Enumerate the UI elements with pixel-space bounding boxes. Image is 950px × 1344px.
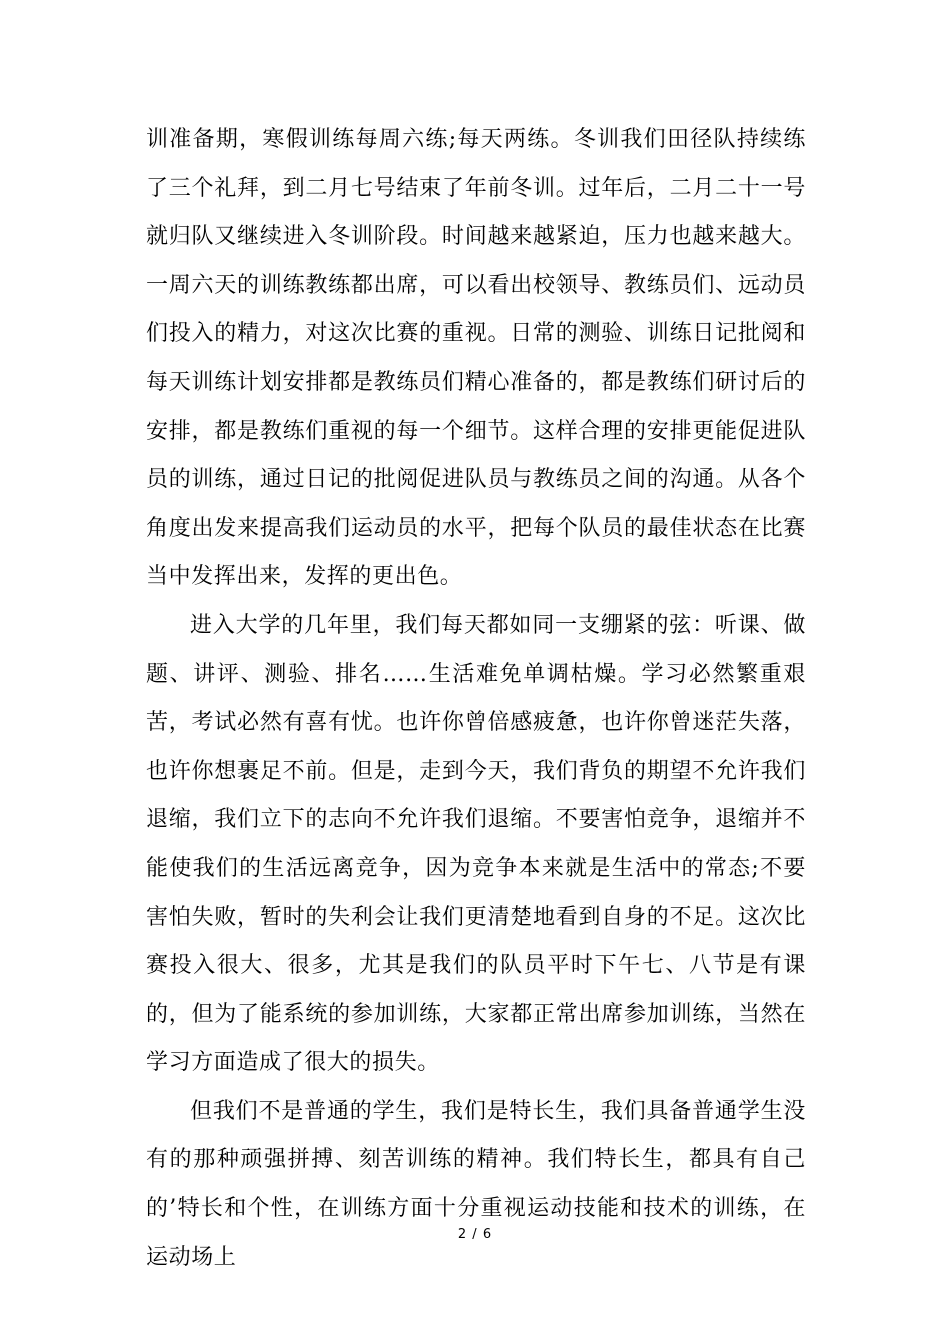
page-number: 2 / 6 — [457, 1227, 493, 1242]
paragraph-2: 进入大学的几年里，我们每天都如同一支绷紧的弦：听课、做题、讲评、测验、排名……生活难免单调枯燥。学习必然繁重艰苦，考试必然有喜有忧。也许你曾倍感疲惫，也许你曾迷茫失落，也许你想裹足不前。但是，走到今天，我们背负的期望不允许我们退缩，我们立下的志向不允许我们退缩。不要害怕竞争，退缩并不能使我们的生活远离竞争，因为竞争本来就是生活中的常态;不要害怕失败，暂时的失利会让我们更清楚地看到自身的不足。这次比赛投入很大、很多，尤其是我们的队员平时下午七、八节是有课的，但为了能系统的参加训练，大家都正常出席参加训练，当然在学习方面造成了很大的损失。 — [146, 612, 806, 1076]
body-text — [146, 116, 806, 1282]
paragraph-3: 但我们不是普通的学生，我们是特长生，我们具备普通学生没有的那种顽强拼搏、刻苦训练的精神。我们特长生，都具有自己的’特长和个性，在训练方面十分重视运动技能和技术的训练，在运动场上 — [146, 1098, 806, 1270]
paragraph-1: 训准备期，寒假训练每周六练;每天两练。冬训我们田径队持续练了三个礼拜，到二月七号结束了年前冬训。过年后，二月二十一号就归队又继续进入冬训阶段。时间越来越紧迫，压力也越来越大。一周六天的训练教练都出席，可以看出校领导、教练员们、远动员们投入的精力，对这次比赛的重视。日常的测验、训练日记批阅和每天训练计划安排都是教练员们精心准备的，都是教练们研讨后的安排，都是教练们重视的每一个细节。这样合理的安排更能促进队员的训练，通过日记的批阅促进队员与教练员之间的沟通。从各个角度出发来提高我们运动员的水平，把每个队员的最佳状态在比赛当中发挥出来，发挥的更出色。 — [146, 127, 806, 590]
